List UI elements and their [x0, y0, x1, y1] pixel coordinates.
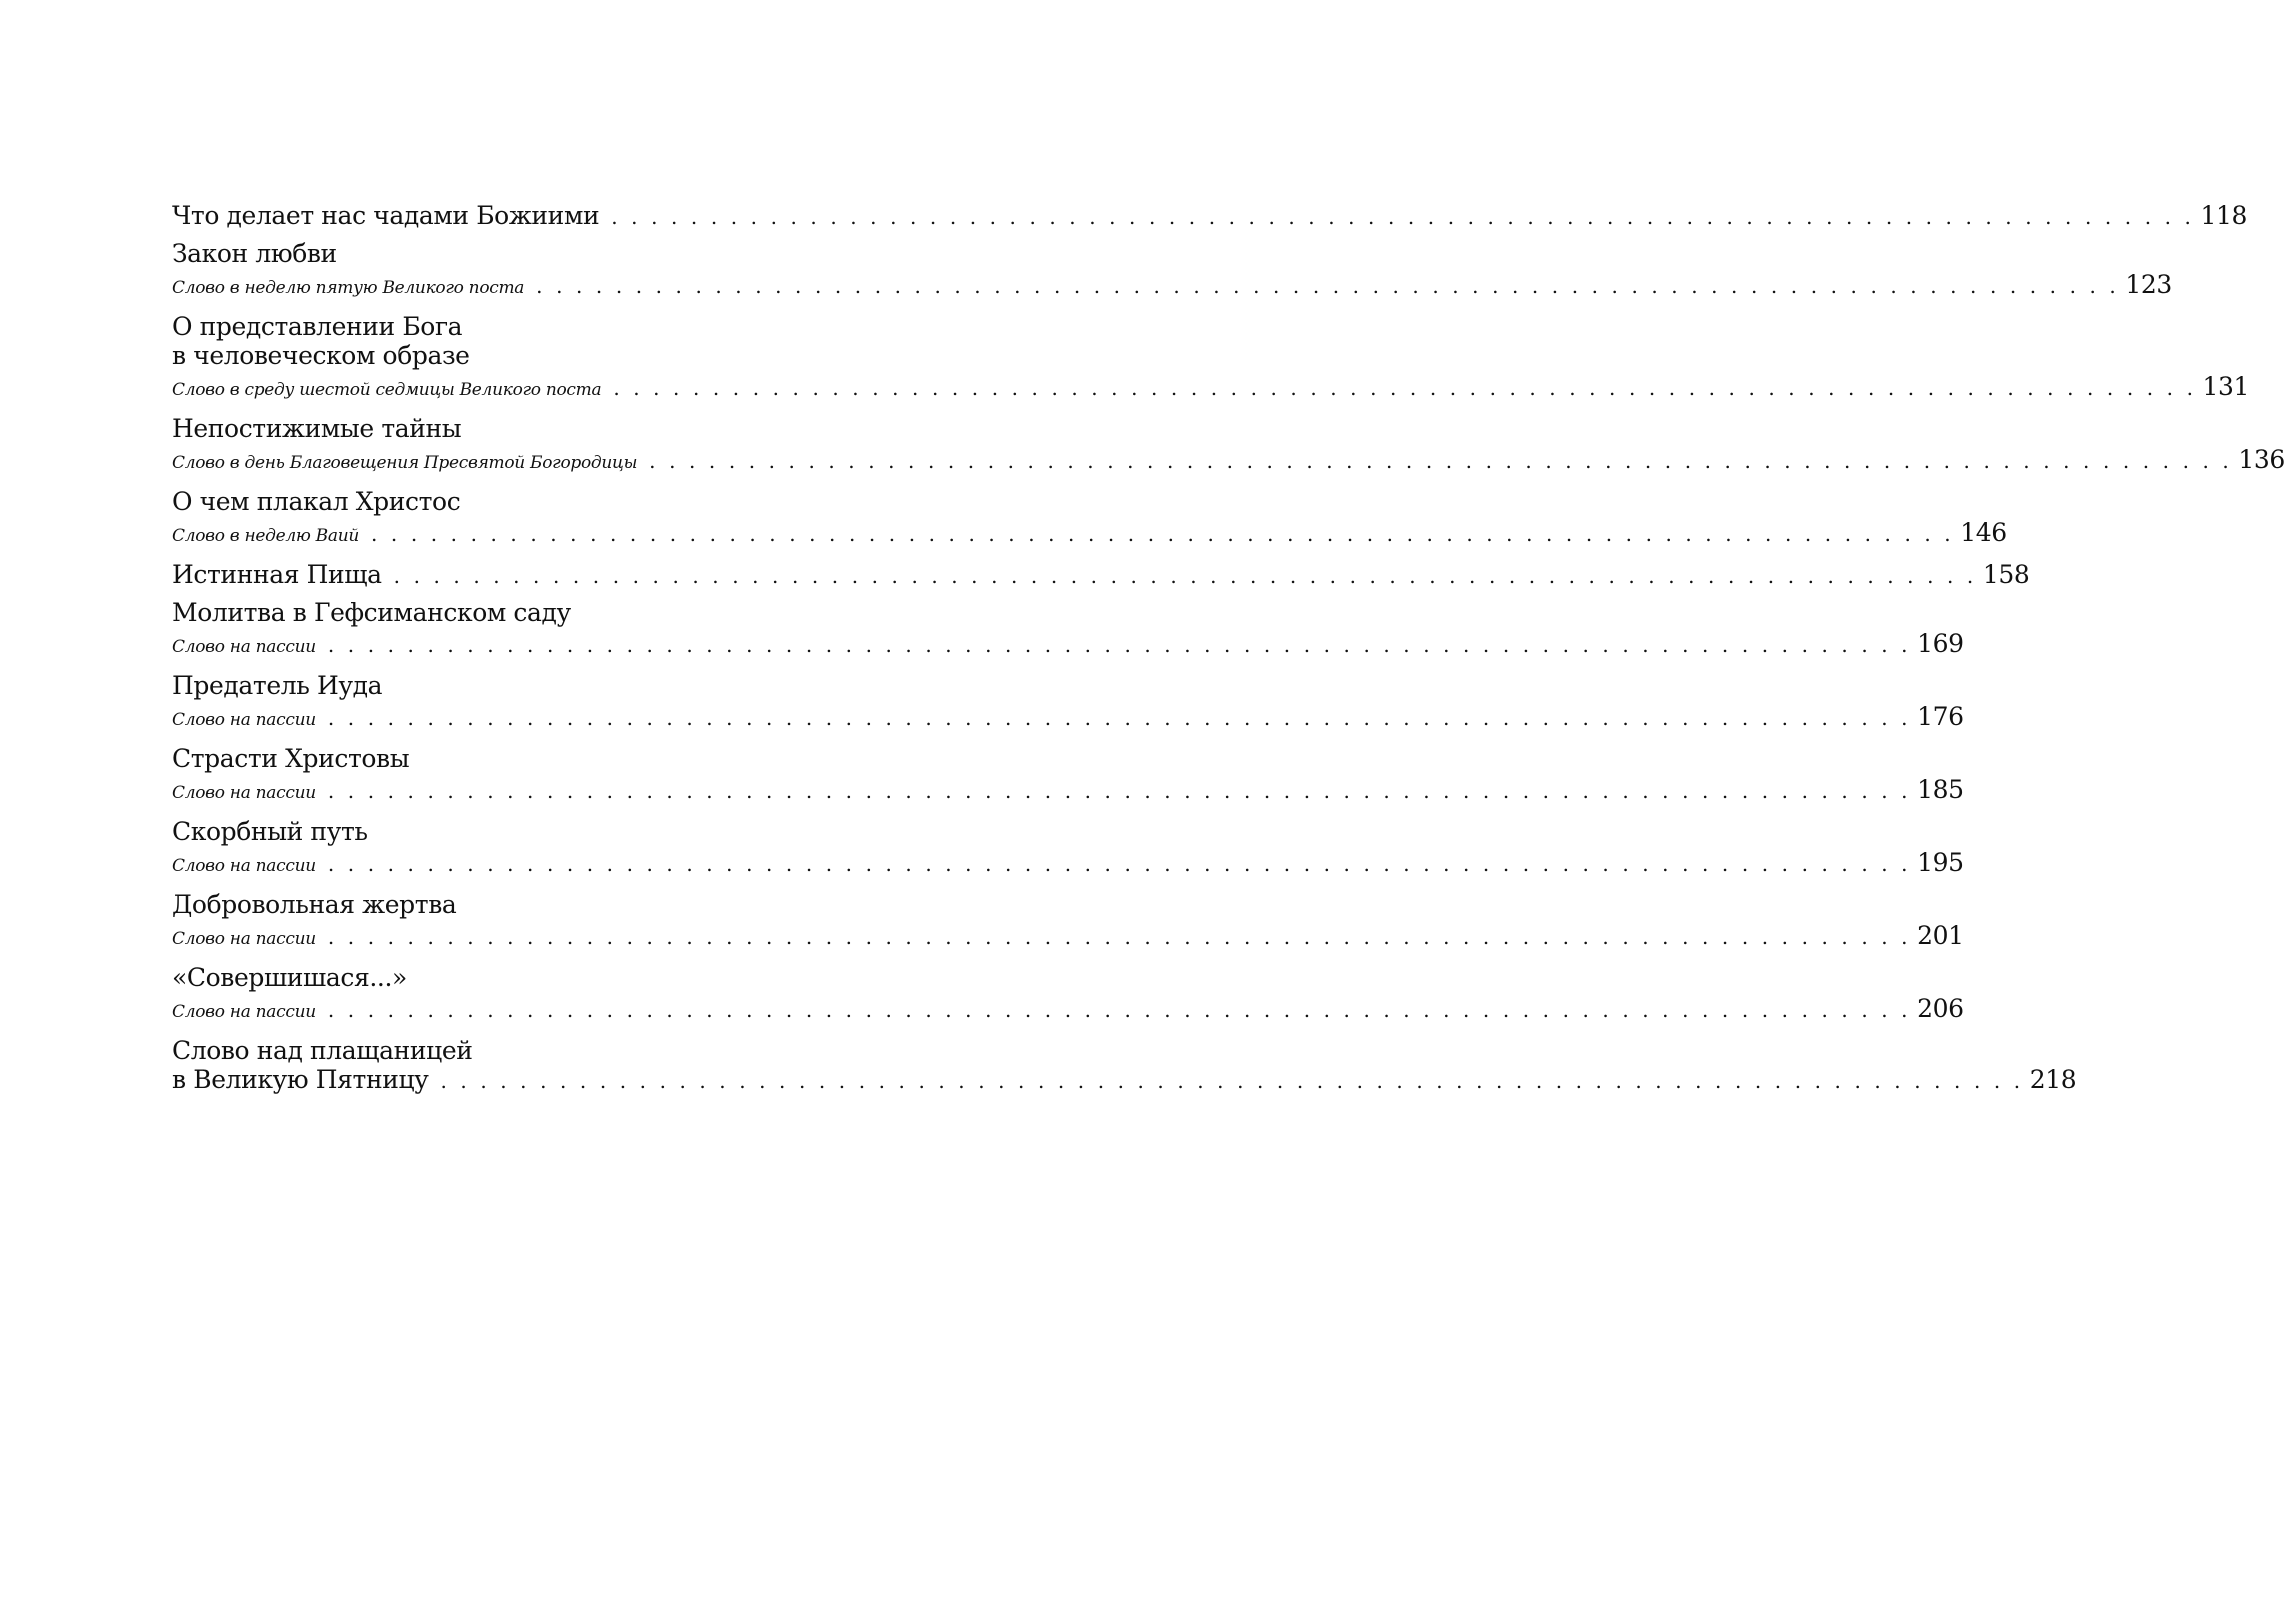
- entry-subtitle: Слово на пассии: [172, 856, 316, 876]
- dot-leader: . . . . . . . . . . . . . . . . . . . . . . . . . . . . . . . . . . . . . . . . . . . . . . . . . . . . . . . . . . . . . . . . . . . . . . . . . . . . . . . .: [327, 779, 1912, 803]
- entry-leader-row: [172, 370, 2250, 407]
- entry-title: Истинная Пища: [172, 560, 382, 589]
- page-number: 185: [1917, 775, 1964, 804]
- entry-title: О представлении Бога: [172, 312, 463, 341]
- entry-subtitle: Слово на пассии: [172, 1002, 316, 1022]
- dot-leader: . . . . . . . . . . . . . . . . . . . . . . . . . . . . . . . . . . . . . . . . . . . . . . . . . . . . . . . . . . . . . . . . . . . . . . . . . . . . . . . .: [327, 998, 1912, 1022]
- dot-leader: . . . . . . . . . . . . . . . . . . . . . . . . . . . . . . . . . . . . . . . . . . . . . . . . . . . . . . . . . . . . . . . . . . . . . . . . . . . . . . . .: [536, 274, 2120, 298]
- entry-title: О чем плакал Христос: [172, 487, 461, 516]
- page-number: 195: [1917, 848, 1964, 877]
- entry-title: в Великую Пятницу: [172, 1065, 429, 1094]
- entry-leader-row: [172, 1065, 2077, 1096]
- entry-subtitle: Слово в среду шестой седмицы Великого поста: [172, 380, 602, 400]
- toc-entry[interactable]: [172, 1036, 2077, 1096]
- entry-leader-row: [172, 700, 1964, 737]
- page-number: 158: [1982, 560, 2030, 589]
- entry-title: Скорбный путь: [172, 817, 368, 846]
- entry-title: Что делает нас чадами Божиими: [172, 201, 600, 230]
- dot-leader: . . . . . . . . . . . . . . . . . . . . . . . . . . . . . . . . . . . . . . . . . . . . . . . . . . . . . . . . . . . . . . . . . . . . . . . . . . . . . . . .: [611, 205, 2195, 229]
- toc-entry[interactable]: [172, 890, 1964, 956]
- entry-leader-row: [172, 846, 1964, 883]
- dot-leader: . . . . . . . . . . . . . . . . . . . . . . . . . . . . . . . . . . . . . . . . . . . . . . . . . . . . . . . . . . . . . . . . . . . . . . . . . . . . . . . .: [649, 449, 2233, 473]
- entry-subtitle: Слово на пассии: [172, 929, 316, 949]
- toc-entry[interactable]: [172, 414, 2285, 480]
- entry-subtitle: Слово на пассии: [172, 710, 316, 730]
- entry-leader-row: [172, 443, 2285, 480]
- page-number: 176: [1917, 702, 1964, 731]
- entry-subtitle: Слово на пассии: [172, 783, 316, 803]
- entry-leader-row: [172, 919, 1964, 956]
- entry-title: Предатель Иуда: [172, 671, 383, 700]
- entry-title: Непостижимые тайны: [172, 414, 462, 443]
- entry-title: Молитва в Гефсиманском саду: [172, 598, 571, 627]
- page-number: 136: [2238, 445, 2285, 474]
- dot-leader: . . . . . . . . . . . . . . . . . . . . . . . . . . . . . . . . . . . . . . . . . . . . . . . . . . . . . . . . . . . . . . . . . . . . . . . . . . . . . . . .: [327, 706, 1912, 730]
- toc-entry[interactable]: [172, 312, 2250, 407]
- entry-subtitle: Слово на пассии: [172, 637, 316, 657]
- entry-title: Слово над плащаницей: [172, 1036, 473, 1065]
- dot-leader: . . . . . . . . . . . . . . . . . . . . . . . . . . . . . . . . . . . . . . . . . . . . . . . . . . . . . . . . . . . . . . . . . . . . . . . . . . . . . . . .: [327, 925, 1912, 949]
- entry-leader-row: [172, 992, 1964, 1029]
- entry-title: в человеческом образе: [172, 341, 470, 370]
- entry-leader-row: [172, 560, 2030, 591]
- page-number: 123: [2125, 270, 2172, 299]
- entry-leader-row: [172, 627, 1964, 664]
- entry-title: «Совершишася...»: [172, 963, 407, 992]
- dot-leader: . . . . . . . . . . . . . . . . . . . . . . . . . . . . . . . . . . . . . . . . . . . . . . . . . . . . . . . . . . . . . . . . . . . . . . . . . . . . . . . .: [613, 376, 2197, 400]
- page-number: 118: [2200, 201, 2248, 230]
- toc-entry[interactable]: [172, 963, 1964, 1029]
- entry-subtitle: Слово в неделю пятую Великого поста: [172, 278, 525, 298]
- dot-leader: . . . . . . . . . . . . . . . . . . . . . . . . . . . . . . . . . . . . . . . . . . . . . . . . . . . . . . . . . . . . . . . . . . . . . . . . . . . . . . . .: [440, 1069, 2024, 1093]
- dot-leader: . . . . . . . . . . . . . . . . . . . . . . . . . . . . . . . . . . . . . . . . . . . . . . . . . . . . . . . . . . . . . . . . . . . . . . . . . . . . . . . .: [327, 633, 1912, 657]
- entry-leader-row: [172, 268, 2172, 305]
- entry-title: Добровольная жертва: [172, 890, 457, 919]
- dot-leader: . . . . . . . . . . . . . . . . . . . . . . . . . . . . . . . . . . . . . . . . . . . . . . . . . . . . . . . . . . . . . . . . . . . . . . . . . . . . . . . .: [393, 564, 1977, 588]
- entry-leader-row: [172, 773, 1964, 810]
- toc-entry[interactable]: [172, 671, 1964, 737]
- dot-leader: . . . . . . . . . . . . . . . . . . . . . . . . . . . . . . . . . . . . . . . . . . . . . . . . . . . . . . . . . . . . . . . . . . . . . . . . . . . . . . . .: [371, 522, 1955, 546]
- toc-entry[interactable]: [172, 487, 2007, 553]
- page-number: 218: [2029, 1065, 2077, 1094]
- toc-entry[interactable]: [172, 817, 1964, 883]
- page-number: 131: [2202, 372, 2250, 401]
- page-number: 206: [1917, 994, 1964, 1023]
- dot-leader: . . . . . . . . . . . . . . . . . . . . . . . . . . . . . . . . . . . . . . . . . . . . . . . . . . . . . . . . . . . . . . . . . . . . . . . . . . . . . . . .: [327, 852, 1912, 876]
- toc-entry[interactable]: [172, 598, 1964, 664]
- toc-entry[interactable]: [172, 201, 2248, 232]
- entry-title: Страсти Христовы: [172, 744, 410, 773]
- entry-subtitle: Слово в неделю Ваий: [172, 526, 360, 546]
- toc-entry[interactable]: [172, 239, 2172, 305]
- page-number: 146: [1960, 518, 2007, 547]
- entry-leader-row: [172, 201, 2248, 232]
- page-number: 201: [1917, 921, 1964, 950]
- entry-title: Закон любви: [172, 239, 337, 268]
- page-number: 169: [1917, 629, 1964, 658]
- entry-leader-row: [172, 516, 2007, 553]
- toc-entry[interactable]: [172, 560, 2030, 591]
- toc-entry[interactable]: [172, 744, 1964, 810]
- table-of-contents: [172, 201, 2285, 1103]
- entry-subtitle: Слово в день Благовещения Пресвятой Богородицы: [172, 453, 638, 473]
